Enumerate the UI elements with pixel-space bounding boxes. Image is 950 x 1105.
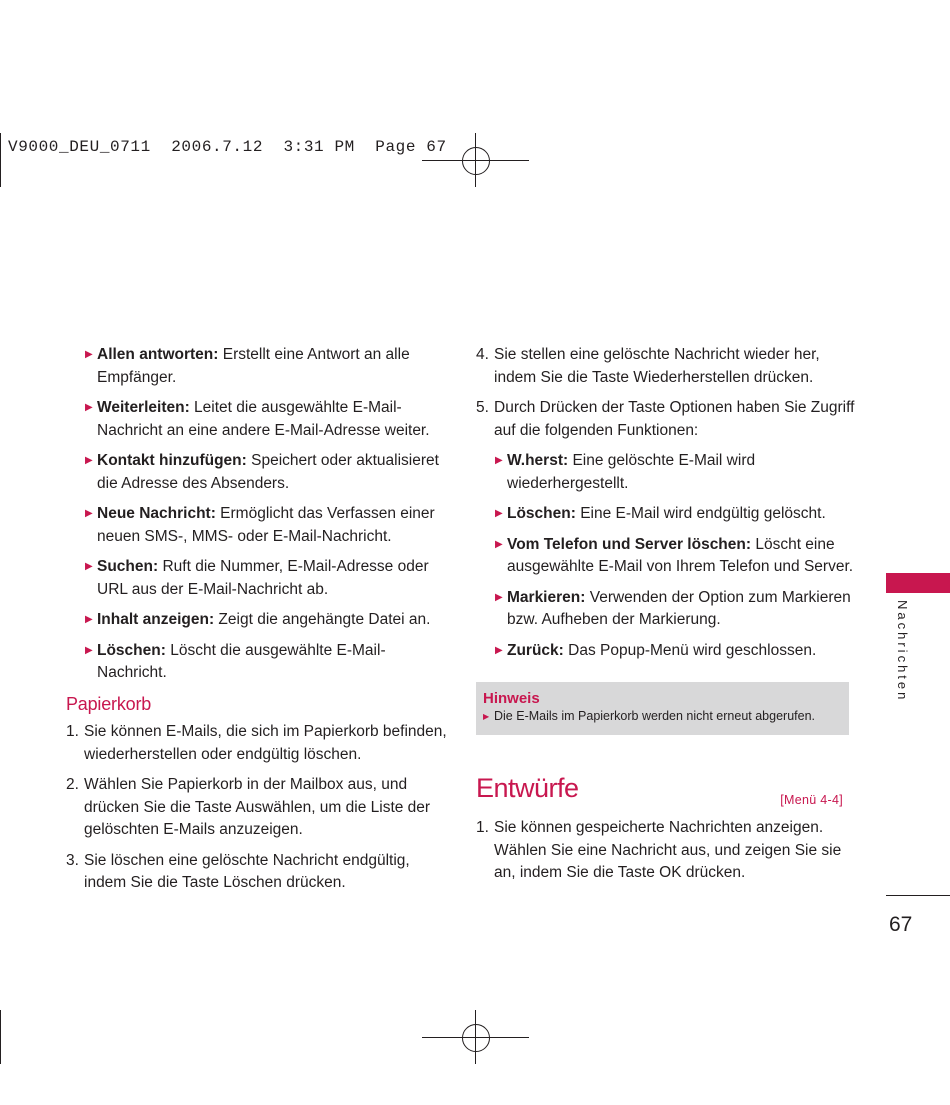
section-title-papierkorb: Papierkorb xyxy=(66,693,152,714)
left-column xyxy=(66,344,451,903)
option-bullet: ▶ Weiterleiten: Leitet die ausgewählte E-Mail-Nachricht an eine andere E-Mail-Adresse weiter. xyxy=(85,399,430,439)
option-bullet: ▶ Zurück: Das Popup-Menü wird geschlossen. xyxy=(476,640,861,663)
option-bullet: ▶ Löschen: Löscht die ausgewählte E-Mail-Nachricht. xyxy=(85,641,386,681)
numbered-step: 1. Sie können gespeicherte Nachrichten anzeigen. Wählen Sie eine Nachricht aus, und zeigen Sie sie an, indem Sie die Taste OK drücken. xyxy=(476,819,842,881)
triangle-right-icon: ▶ xyxy=(483,712,490,721)
print-slug: V9000_DEU_0711 2006.7.12 3:31 PM Page 67 xyxy=(8,138,447,156)
page-number: 67 xyxy=(889,913,913,936)
hint-box xyxy=(476,682,849,735)
triangle-right-icon: ▶ xyxy=(495,508,503,519)
option-bullet: ▶ Kontakt hinzufügen: Speichert oder aktualisieret die Adresse des Absenders. xyxy=(85,452,439,492)
option-bullet: ▶ Suchen: Ruft die Nummer, E-Mail-Adresse oder URL aus der E-Mail-Nachricht ab. xyxy=(85,558,429,598)
numbered-step: 5. Durch Drücken der Taste Optionen haben Sie Zugriff auf die folgenden Funktionen: xyxy=(476,399,855,439)
chapter-tab xyxy=(886,573,950,593)
triangle-right-icon: ▶ xyxy=(85,402,93,413)
menu-reference: [Menü 4-4] xyxy=(780,793,843,807)
triangle-right-icon: ▶ xyxy=(85,644,93,656)
hint-title: Hinweis xyxy=(483,690,540,707)
triangle-right-icon: ▶ xyxy=(495,538,503,550)
triangle-right-icon: ▶ xyxy=(495,591,503,603)
option-bullet: ▶ Neue Nachricht: Ermöglicht das Verfassen einer neuen SMS-, MMS- oder E-Mail-Nachricht. xyxy=(85,505,435,545)
triangle-right-icon: ▶ xyxy=(85,349,93,360)
numbered-step: 3. Sie löschen eine gelöschte Nachricht endgültig, indem Sie die Taste Löschen drücken. xyxy=(66,851,410,891)
triangle-right-icon: ▶ xyxy=(85,614,93,625)
triangle-right-icon: ▶ xyxy=(85,455,93,466)
option-bullet: ▶ Vom Telefon und Server löschen: Löscht eine ausgewählte E-Mail von Ihrem Telefon und Server. xyxy=(495,535,854,575)
crop-mark-left-bottom xyxy=(0,1010,1,1064)
numbered-step: 1. Sie können E-Mails, die sich im Papierkorb befinden, wiederherstellen oder endgültig löschen. xyxy=(66,723,447,763)
section-header-entwuerfe xyxy=(476,773,861,817)
option-bullet: ▶ W.herst: Eine gelöschte E-Mail wird wiederhergestellt. xyxy=(495,452,756,492)
right-column xyxy=(476,344,861,893)
numbered-step: 2. Wählen Sie Papierkorb in der Mailbox aus, und drücken Sie die Taste Auswählen, um die Liste der gelöschten E-Mails anzuzeigen. xyxy=(66,776,431,838)
triangle-right-icon: ▶ xyxy=(495,644,503,656)
triangle-right-icon: ▶ xyxy=(85,561,93,572)
numbered-step: 4. Sie stellen eine gelöschte Nachricht wieder her, indem Sie die Taste Wiederherstellen drücken. xyxy=(476,346,820,386)
page-number-rule xyxy=(886,895,950,896)
hint-text: ▶ Die E-Mails im Papierkorb werden nicht erneut abgerufen. xyxy=(483,709,815,723)
section-title-entwuerfe: Entwürfe xyxy=(476,773,579,803)
option-bullet: ▶ Inhalt anzeigen: Zeigt die angehängte Datei an. xyxy=(66,609,451,632)
triangle-right-icon: ▶ xyxy=(85,508,93,519)
option-bullet: ▶ Löschen: Eine E-Mail wird endgültig gelöscht. xyxy=(476,503,861,526)
chapter-label: Nachrichten xyxy=(895,600,910,703)
crop-mark-left-top xyxy=(0,133,1,187)
option-bullet: ▶ Allen antworten: Erstellt eine Antwort an alle Empfänger. xyxy=(85,346,410,386)
triangle-right-icon: ▶ xyxy=(495,455,503,466)
option-bullet: ▶ Markieren: Verwenden der Option zum Markieren bzw. Aufheben der Markierung. xyxy=(495,588,851,628)
